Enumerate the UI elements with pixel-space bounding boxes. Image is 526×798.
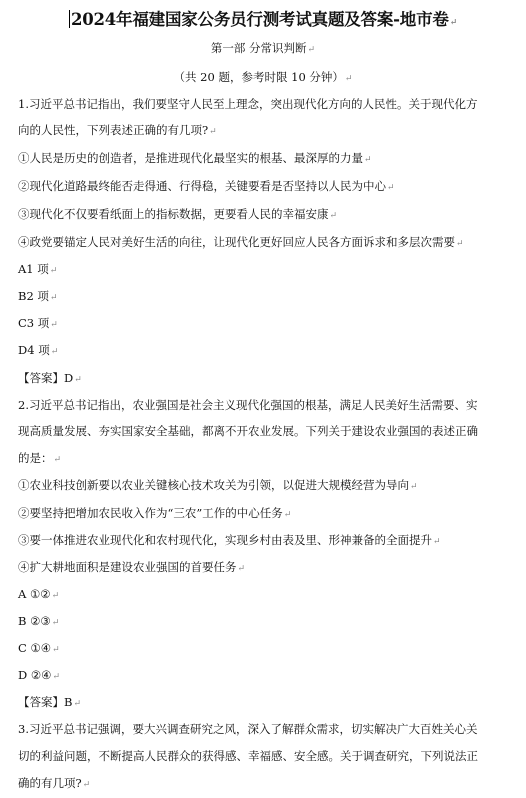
paragraph-mark-icon: ↵	[82, 780, 91, 790]
text-line: C3 项↵	[18, 316, 58, 330]
text-line: ①人民是历史的创造者，是推进现代化最坚实的根基、最深厚的力量↵	[18, 151, 372, 165]
paragraph-mark-icon: ↵	[410, 482, 418, 492]
paragraph-mark-icon: ↵	[387, 183, 395, 193]
text-line: ④扩大耕地面积是建设农业强国的首要任务↵	[18, 560, 246, 574]
paragraph-mark-icon: ↵	[283, 510, 292, 520]
text-line: ②要坚持把增加农民收入作为“三农”工作的中心任务↵	[18, 506, 292, 520]
paragraph-mark-icon: ↵	[50, 347, 59, 357]
paragraph-mark-icon: ↵	[50, 320, 58, 330]
text-line: A ①②↵	[18, 587, 60, 601]
text-line: D ②④↵	[18, 668, 61, 682]
paragraph-mark-icon: ↵	[53, 455, 62, 465]
text-line: 3.习近平总书记强调，要大兴调查研究之风，深入了解群众需求，切实解决广大百姓关心关	[18, 722, 478, 736]
text-line: D4 项↵	[18, 343, 59, 357]
text-line: C ①④↵	[18, 641, 60, 655]
text-line: ①农业科技创新要以农业关键核心技术攻关为引领，以促进大规模经营为导向↵	[18, 478, 418, 492]
text-line: 【答案】B↵	[18, 695, 81, 709]
paragraph-mark-icon: ↵	[456, 239, 464, 249]
paragraph-mark-icon: ↵	[344, 74, 353, 84]
paragraph-mark-icon: ↵	[52, 645, 60, 655]
text-line: 切的利益问题，不断提高人民群众的获得感、幸福感、安全感。关于调查研究，下列说法正	[18, 749, 478, 763]
text-line: A1 项↵	[18, 262, 58, 276]
section-note: （共 20 题，参考时限 10 分钟）↵	[173, 70, 353, 84]
text-line: 向的人民性，下列表述正确的有几项?↵	[18, 123, 217, 137]
document-title: 2024年福建国家公务员行测考试真题及答案-地市卷↵	[70, 10, 458, 29]
text-line: 1.习近平总书记指出，我们要坚守人民至上理念，突出现代化方向的人民性。关于现代化方	[18, 97, 478, 111]
text-line: 【答案】D↵	[18, 371, 82, 385]
paragraph-mark-icon: ↵	[51, 591, 60, 601]
paragraph-mark-icon: ↵	[307, 45, 316, 55]
paragraph-mark-icon: ↵	[73, 699, 81, 709]
paragraph-mark-icon: ↵	[209, 127, 217, 137]
paragraph-mark-icon: ↵	[51, 618, 60, 628]
text-line: ③现代化不仅要看纸面上的指标数据，更要看人民的幸福安康↵	[18, 207, 338, 221]
text-line: 确的有几项?↵	[18, 776, 91, 790]
text-line: 现高质量发展、夯实国家安全基础，都离不开农业发展。下列关于建设农业强国的表述正确	[18, 424, 478, 438]
paragraph-mark-icon: ↵	[74, 375, 82, 385]
paragraph-mark-icon: ↵	[49, 266, 58, 276]
text-line: ③要一体推进农业现代化和农村现代化，实现乡村由表及里、形神兼备的全面提升↵	[18, 533, 441, 547]
text-cursor	[69, 10, 70, 28]
text-line: B2 项↵	[18, 289, 58, 303]
paragraph-mark-icon: ↵	[49, 293, 58, 303]
text-line: ②现代化道路最终能否走得通、行得稳，关键要看是否坚持以人民为中心↵	[18, 179, 395, 193]
paragraph-mark-icon: ↵	[52, 672, 61, 682]
text-line: 2.习近平总书记指出，农业强国是社会主义现代化强国的根基，满足人民美好生活需要、实	[18, 398, 478, 412]
paragraph-mark-icon: ↵	[433, 537, 441, 547]
text-line: ④政党要锚定人民对美好生活的向往，让现代化更好回应人民各方面诉求和多层次需要↵	[18, 235, 464, 249]
paragraph-mark-icon: ↵	[449, 18, 458, 28]
paragraph-mark-icon: ↵	[329, 211, 338, 221]
text-line: B ②③↵	[18, 614, 60, 628]
section-heading: 第一部 分常识判断↵	[210, 41, 316, 55]
paragraph-mark-icon: ↵	[364, 155, 372, 165]
paragraph-mark-icon: ↵	[237, 564, 246, 574]
text-line: 的是：↵	[18, 451, 62, 465]
